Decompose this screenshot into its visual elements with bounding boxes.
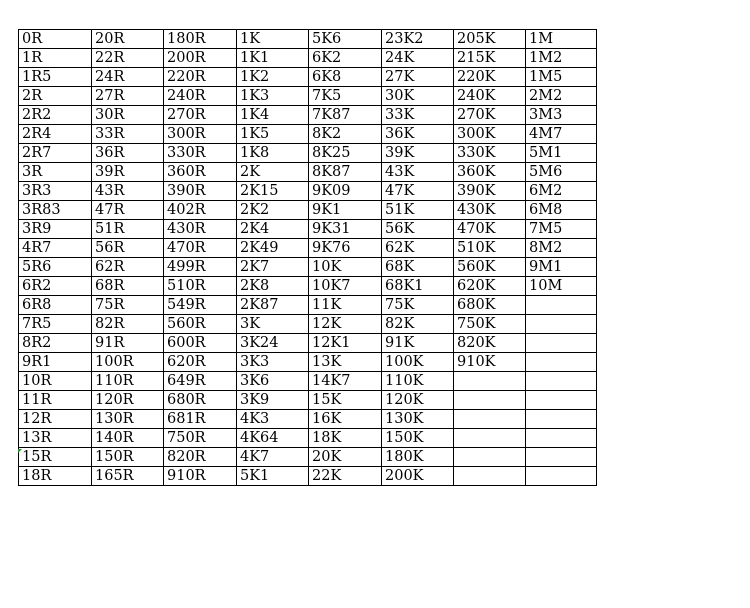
table-body <box>19 30 597 486</box>
table-cell[interactable]: 15R <box>19 448 92 467</box>
table-cell[interactable]: 820K <box>454 334 526 353</box>
table-row <box>19 220 597 239</box>
table-cell[interactable]: 5M1 <box>526 144 597 163</box>
table-cell[interactable]: 75R <box>92 296 164 315</box>
table-row <box>19 467 597 486</box>
table-cell[interactable]: 5K6 <box>309 30 382 49</box>
table-cell[interactable]: 47R <box>92 201 164 220</box>
table-cell[interactable]: 10K <box>309 258 382 277</box>
table-cell[interactable]: 6M2 <box>526 182 597 201</box>
table-cell[interactable] <box>454 372 526 391</box>
table-cell[interactable]: 39R <box>92 163 164 182</box>
table-cell[interactable]: 2M2 <box>526 87 597 106</box>
table-cell[interactable]: 82R <box>92 315 164 334</box>
table-cell[interactable]: 5M6 <box>526 163 597 182</box>
table-cell[interactable]: 8K2 <box>309 125 382 144</box>
table-cell[interactable]: 1K8 <box>237 144 309 163</box>
table-cell[interactable]: 3K6 <box>237 372 309 391</box>
table-cell[interactable] <box>526 448 597 467</box>
table-cell[interactable] <box>526 353 597 372</box>
table-row <box>19 163 597 182</box>
table-cell[interactable]: 51R <box>92 220 164 239</box>
table-cell[interactable]: 9R1 <box>19 353 92 372</box>
table-cell[interactable]: 200K <box>382 467 454 486</box>
table-cell[interactable]: 8R2 <box>19 334 92 353</box>
table-cell[interactable]: 39K <box>382 144 454 163</box>
table-cell[interactable]: 4K3 <box>237 410 309 429</box>
table-cell[interactable]: 910K <box>454 353 526 372</box>
table-cell[interactable]: 68R <box>92 277 164 296</box>
table-cell[interactable]: 1M5 <box>526 68 597 87</box>
table-cell[interactable]: 390R <box>164 182 237 201</box>
table-cell[interactable]: 300R <box>164 125 237 144</box>
table-cell[interactable]: 9K09 <box>309 182 382 201</box>
table-cell[interactable]: 330R <box>164 144 237 163</box>
table-cell[interactable]: 3R83 <box>19 201 92 220</box>
table-cell[interactable]: 360R <box>164 163 237 182</box>
table-row <box>19 429 597 448</box>
table-cell[interactable]: 3K <box>237 315 309 334</box>
table-cell[interactable]: 330K <box>454 144 526 163</box>
table-cell[interactable]: 140R <box>92 429 164 448</box>
table-row <box>19 49 597 68</box>
table-cell[interactable]: 1M2 <box>526 49 597 68</box>
table-cell[interactable] <box>526 391 597 410</box>
table-cell[interactable] <box>526 372 597 391</box>
table-row <box>19 258 597 277</box>
table-cell[interactable]: 8M2 <box>526 239 597 258</box>
table-cell[interactable]: 56R <box>92 239 164 258</box>
table-cell[interactable]: 620K <box>454 277 526 296</box>
table-cell[interactable] <box>454 429 526 448</box>
table-cell[interactable]: 110K <box>382 372 454 391</box>
table-cell[interactable]: 510R <box>164 277 237 296</box>
table-cell[interactable]: 3K9 <box>237 391 309 410</box>
table-cell[interactable]: 600R <box>164 334 237 353</box>
table-row <box>19 106 597 125</box>
table-cell[interactable]: 33K <box>382 106 454 125</box>
table-cell[interactable]: 18R <box>19 467 92 486</box>
table-cell[interactable]: 2K2 <box>237 201 309 220</box>
table-cell[interactable]: 820R <box>164 448 237 467</box>
table-row <box>19 315 597 334</box>
table-cell[interactable]: 3R9 <box>19 220 92 239</box>
table-cell[interactable]: 9K31 <box>309 220 382 239</box>
table-cell[interactable]: 33R <box>92 125 164 144</box>
table-row <box>19 334 597 353</box>
table-cell[interactable]: 3R <box>19 163 92 182</box>
table-cell[interactable] <box>454 410 526 429</box>
table-row <box>19 277 597 296</box>
table-cell[interactable] <box>526 296 597 315</box>
table-cell[interactable]: 165R <box>92 467 164 486</box>
table-cell[interactable]: 15K <box>309 391 382 410</box>
table-cell[interactable] <box>454 391 526 410</box>
table-cell[interactable]: 6R8 <box>19 296 92 315</box>
table-cell[interactable]: 560K <box>454 258 526 277</box>
table-cell[interactable]: 402R <box>164 201 237 220</box>
table-cell[interactable]: 68K <box>382 258 454 277</box>
table-cell[interactable]: 2R7 <box>19 144 92 163</box>
table-cell[interactable]: 1K2 <box>237 68 309 87</box>
table-cell[interactable]: 215K <box>454 49 526 68</box>
table-cell[interactable]: 150K <box>382 429 454 448</box>
table-cell[interactable]: 9K1 <box>309 201 382 220</box>
table-cell[interactable]: 14K7 <box>309 372 382 391</box>
table-cell[interactable]: 2K4 <box>237 220 309 239</box>
table-cell[interactable]: 10K7 <box>309 277 382 296</box>
table-cell[interactable]: 560R <box>164 315 237 334</box>
table-cell[interactable]: 240K <box>454 87 526 106</box>
table-cell[interactable]: 13R <box>19 429 92 448</box>
table-cell[interactable]: 549R <box>164 296 237 315</box>
table-cell[interactable]: 270R <box>164 106 237 125</box>
table-row <box>19 125 597 144</box>
table-cell[interactable]: 10R <box>19 372 92 391</box>
table-cell[interactable]: 470K <box>454 220 526 239</box>
table-cell[interactable]: 43R <box>92 182 164 201</box>
table-cell[interactable]: 27K <box>382 68 454 87</box>
table-cell[interactable]: 68K1 <box>382 277 454 296</box>
table-cell[interactable]: 8K87 <box>309 163 382 182</box>
table-cell[interactable]: 24R <box>92 68 164 87</box>
table-row <box>19 144 597 163</box>
table-cell[interactable]: 8K25 <box>309 144 382 163</box>
table-cell[interactable]: 75K <box>382 296 454 315</box>
table-cell[interactable]: 220R <box>164 68 237 87</box>
table-cell[interactable]: 750R <box>164 429 237 448</box>
table-cell[interactable]: 150R <box>92 448 164 467</box>
table-cell[interactable]: 1R5 <box>19 68 92 87</box>
table-cell[interactable]: 4M7 <box>526 125 597 144</box>
cell-comment-marker <box>18 449 22 453</box>
table-cell[interactable]: 120K <box>382 391 454 410</box>
table-cell[interactable]: 11K <box>309 296 382 315</box>
table-cell[interactable]: 300K <box>454 125 526 144</box>
table-cell[interactable]: 4K7 <box>237 448 309 467</box>
table-cell[interactable]: 1K <box>237 30 309 49</box>
table-cell[interactable]: 3K3 <box>237 353 309 372</box>
table-row <box>19 87 597 106</box>
table-row <box>19 391 597 410</box>
table-cell[interactable] <box>526 429 597 448</box>
table-cell[interactable]: 240R <box>164 87 237 106</box>
table-cell[interactable]: 6R2 <box>19 277 92 296</box>
table-cell[interactable] <box>526 315 597 334</box>
table-row <box>19 68 597 87</box>
table-cell[interactable]: 43K <box>382 163 454 182</box>
table-cell[interactable]: 2K8 <box>237 277 309 296</box>
table-cell[interactable]: 680R <box>164 391 237 410</box>
table-cell[interactable]: 1K5 <box>237 125 309 144</box>
table-cell[interactable]: 62K <box>382 239 454 258</box>
table-cell[interactable]: 110R <box>92 372 164 391</box>
table-cell[interactable]: 30K <box>382 87 454 106</box>
table-cell[interactable]: 9M1 <box>526 258 597 277</box>
table-cell[interactable] <box>526 334 597 353</box>
table-cell[interactable]: 130R <box>92 410 164 429</box>
table-cell[interactable]: 5R6 <box>19 258 92 277</box>
table-cell[interactable]: 750K <box>454 315 526 334</box>
table-cell[interactable]: 470R <box>164 239 237 258</box>
table-cell[interactable] <box>454 467 526 486</box>
table-cell[interactable]: 9K76 <box>309 239 382 258</box>
table-cell[interactable]: 2K <box>237 163 309 182</box>
table-cell[interactable]: 100K <box>382 353 454 372</box>
table-cell[interactable]: 360K <box>454 163 526 182</box>
table-cell[interactable]: 20R <box>92 30 164 49</box>
table-cell[interactable]: 23K2 <box>382 30 454 49</box>
table-row <box>19 410 597 429</box>
table-row <box>19 353 597 372</box>
table-cell[interactable]: 2R4 <box>19 125 92 144</box>
table-cell[interactable]: 2R <box>19 87 92 106</box>
table-cell[interactable]: 47K <box>382 182 454 201</box>
table-cell[interactable]: 3M3 <box>526 106 597 125</box>
table-cell[interactable]: 4K64 <box>237 429 309 448</box>
table-row <box>19 372 597 391</box>
table-cell[interactable]: 22K <box>309 467 382 486</box>
table-cell[interactable]: 82K <box>382 315 454 334</box>
table-cell[interactable]: 430K <box>454 201 526 220</box>
table-cell[interactable]: 12R <box>19 410 92 429</box>
table-cell[interactable]: 3R3 <box>19 182 92 201</box>
table-cell[interactable]: 20K <box>309 448 382 467</box>
table-cell[interactable]: 11R <box>19 391 92 410</box>
table-cell[interactable]: 36K <box>382 125 454 144</box>
table-cell[interactable]: 16K <box>309 410 382 429</box>
table-cell[interactable]: 220K <box>454 68 526 87</box>
table-cell[interactable]: 2K49 <box>237 239 309 258</box>
table-row <box>19 448 597 467</box>
table-cell[interactable]: 6K8 <box>309 68 382 87</box>
table-cell[interactable] <box>526 467 597 486</box>
resistor-value-table <box>18 29 597 486</box>
table-cell[interactable]: 7R5 <box>19 315 92 334</box>
table-cell[interactable]: 180R <box>164 30 237 49</box>
table-row <box>19 296 597 315</box>
table-cell[interactable] <box>526 410 597 429</box>
table-cell[interactable]: 22R <box>92 49 164 68</box>
table-cell[interactable]: 200R <box>164 49 237 68</box>
table-cell[interactable]: 36R <box>92 144 164 163</box>
table-cell[interactable]: 499R <box>164 258 237 277</box>
table-cell[interactable]: 1K1 <box>237 49 309 68</box>
table-cell[interactable]: 91R <box>92 334 164 353</box>
table-row <box>19 239 597 258</box>
table-cell[interactable]: 5K1 <box>237 467 309 486</box>
table-cell[interactable] <box>454 448 526 467</box>
table-cell[interactable]: 7M5 <box>526 220 597 239</box>
table-cell[interactable]: 3K24 <box>237 334 309 353</box>
table-cell[interactable]: 2K87 <box>237 296 309 315</box>
table-cell[interactable]: 180K <box>382 448 454 467</box>
table-cell[interactable]: 1M <box>526 30 597 49</box>
table-cell[interactable]: 12K <box>309 315 382 334</box>
table-cell[interactable]: 2K7 <box>237 258 309 277</box>
table-cell[interactable]: 91K <box>382 334 454 353</box>
table-cell[interactable]: 6M8 <box>526 201 597 220</box>
table-cell[interactable]: 1R <box>19 49 92 68</box>
table-cell[interactable]: 130K <box>382 410 454 429</box>
table-cell[interactable]: 270K <box>454 106 526 125</box>
table-cell[interactable]: 62R <box>92 258 164 277</box>
table-cell[interactable]: 4R7 <box>19 239 92 258</box>
table-row <box>19 201 597 220</box>
table-cell[interactable]: 7K87 <box>309 106 382 125</box>
table-cell[interactable]: 910R <box>164 467 237 486</box>
table-cell[interactable]: 649R <box>164 372 237 391</box>
table-cell[interactable]: 18K <box>309 429 382 448</box>
table-cell[interactable]: 1K4 <box>237 106 309 125</box>
table-cell[interactable]: 620R <box>164 353 237 372</box>
table-cell[interactable]: 510K <box>454 239 526 258</box>
table-cell[interactable]: 24K <box>382 49 454 68</box>
table-cell[interactable]: 1K3 <box>237 87 309 106</box>
table-cell[interactable]: 100R <box>92 353 164 372</box>
table-row <box>19 182 597 201</box>
table-cell[interactable]: 430R <box>164 220 237 239</box>
table-cell[interactable]: 2K15 <box>237 182 309 201</box>
table-cell[interactable]: 30R <box>92 106 164 125</box>
table-cell[interactable]: 0R <box>19 30 92 49</box>
table-row <box>19 30 597 49</box>
table-cell[interactable]: 2R2 <box>19 106 92 125</box>
table-cell[interactable]: 680K <box>454 296 526 315</box>
table-cell[interactable]: 13K <box>309 353 382 372</box>
table-cell[interactable]: 56K <box>382 220 454 239</box>
table-cell[interactable]: 27R <box>92 87 164 106</box>
table-cell[interactable]: 120R <box>92 391 164 410</box>
table-cell[interactable]: 51K <box>382 201 454 220</box>
table-cell[interactable]: 390K <box>454 182 526 201</box>
table-cell[interactable]: 7K5 <box>309 87 382 106</box>
table-cell[interactable]: 6K2 <box>309 49 382 68</box>
table-cell[interactable]: 12K1 <box>309 334 382 353</box>
table-cell[interactable]: 681R <box>164 410 237 429</box>
table-cell[interactable]: 10M <box>526 277 597 296</box>
table-cell[interactable]: 205K <box>454 30 526 49</box>
